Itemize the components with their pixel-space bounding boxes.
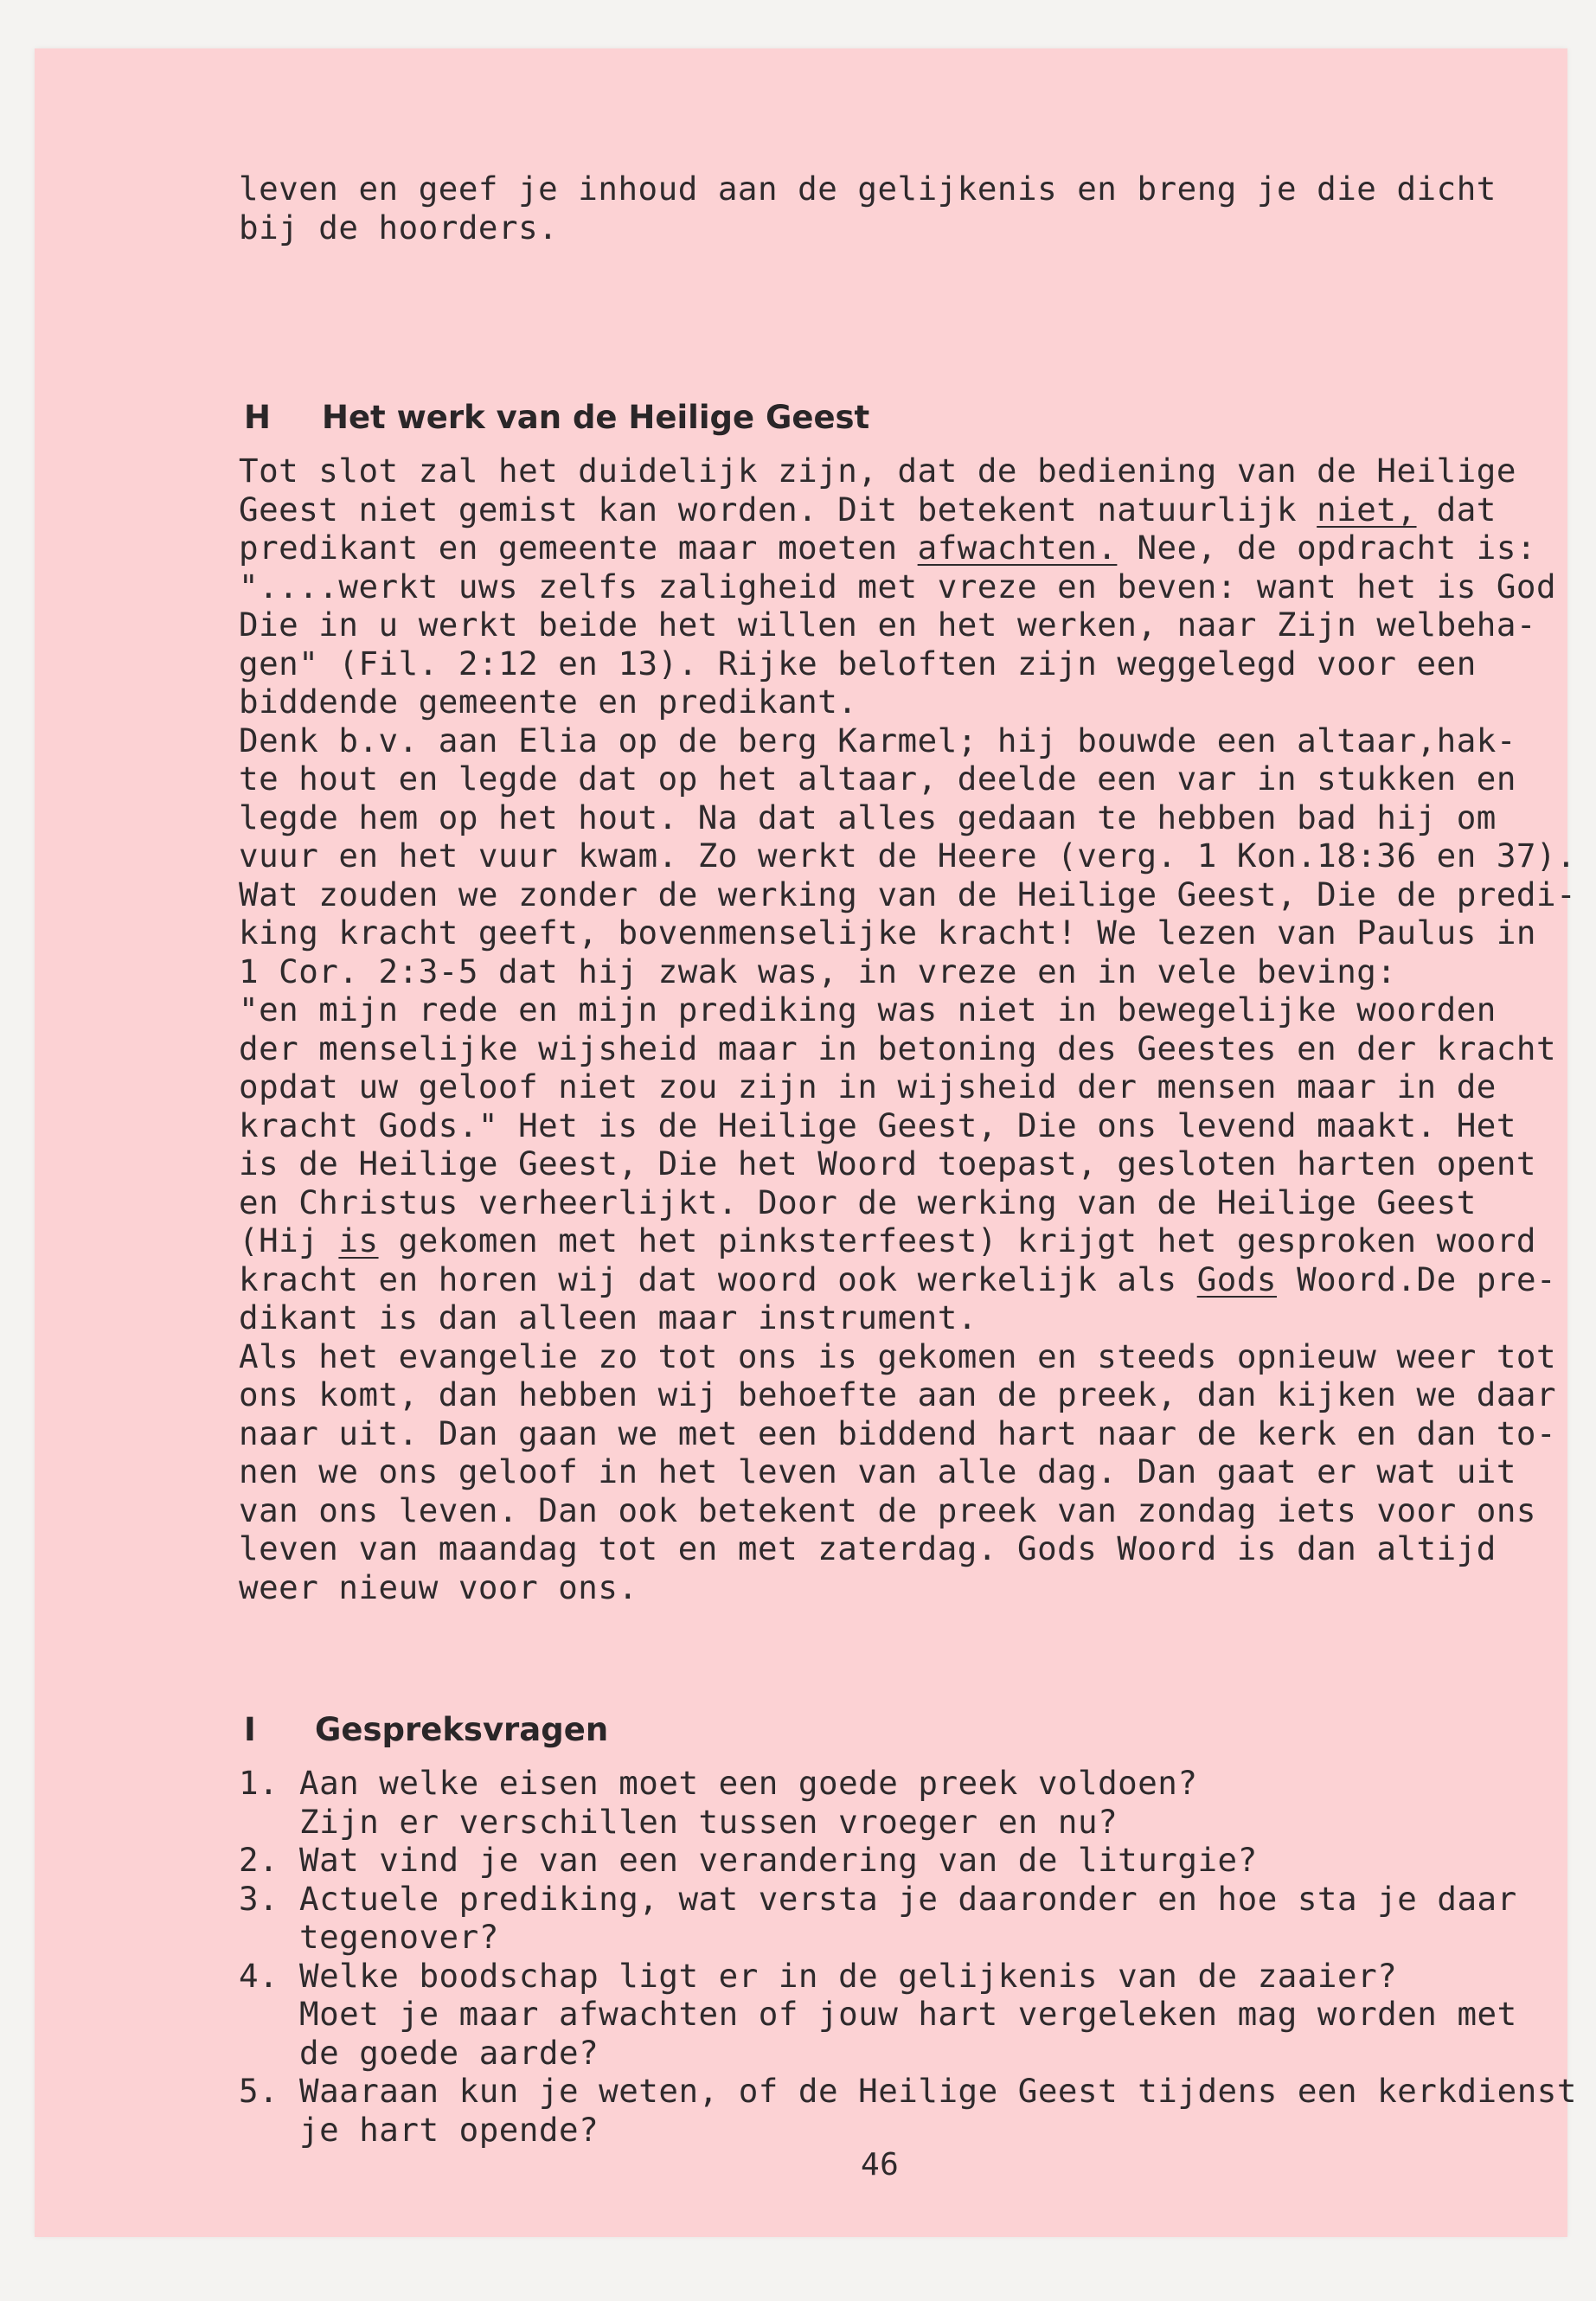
body-line: 1 Cor. 2:3-5 dat hij zwak was, in vreze en in vele beving: [239,952,1397,990]
body-line: nen we ons geloof in het leven van alle dag. Dan gaat er wat uit [239,1452,1516,1490]
body-line: vuur en het vuur kwam. Zo werkt de Heere (verg. 1 Kon.18:36 en 37). [239,836,1577,875]
body-line: Nee, de opdracht is: [1117,529,1537,567]
body-line: ons komt, dan hebben wij behoefte aan de preek, dan kijken we daar [239,1375,1557,1413]
body-line: dikant is dan alleen maar instrument. [239,1298,977,1336]
body-line: en Christus verheerlijkt. Door de werking van de Heilige Geest [239,1183,1477,1221]
section-h-heading [244,399,869,436]
list-item [239,2072,1577,2149]
section-i-heading [244,1711,608,1748]
intro-line: bij de hoorders. [239,208,559,247]
body-line: dat [1416,490,1497,529]
body-line: Woord.De pre- [1277,1259,1557,1298]
body-line: biddende gemeente en predikant. [239,683,858,721]
underlined-word: afwachten. [917,529,1118,567]
intro-line: leven en geef je inhoud aan de gelijkenis en breng je die dicht [239,170,1497,208]
question-text: Actuele prediking, wat versta je daaronder en hoe sta je daar tegenover? [299,1879,1517,1956]
question-number: 1. [239,1764,279,1802]
body-line: kracht en horen wij dat woord ook werkelijk als [239,1259,1197,1298]
body-line: "en mijn rede en mijn prediking was niet in bewegelijke woorden [239,990,1497,1029]
body-line: "....werkt uws zelfs zaligheid met vreze en beven: want het is God [239,567,1557,606]
body-line: Die in u werkt beide het willen en het werken, naar Zijn welbeha- [239,606,1536,644]
list-item [239,1764,1577,1841]
body-line: opdat uw geloof niet zou zijn in wijsheid der mensen maar in de [239,1067,1497,1106]
section-i-letter: I [244,1711,256,1748]
body-line: kracht Gods." Het is de Heilige Geest, Die ons levend maakt. Het [239,1106,1516,1144]
body-line: Geest niet gemist kan worden. Dit betekent natuurlijk [239,490,1317,529]
body-line: legde hem op het hout. Na dat alles gedaan te hebben bad hij om [239,798,1497,836]
body-line: van ons leven. Dan ook betekent de preek van zondag iets voor ons [239,1490,1536,1529]
question-text: Welke boodschap ligt er in de gelijkenis van de zaaier? Moet je maar afwachten of jouw hart vergeleken mag worden met de goede aarde? [299,1956,1517,2072]
body-line: Denk b.v. aan Elia op de berg Karmel; hij bouwde een altaar,hak- [239,721,1516,760]
question-list [239,1764,1577,2149]
question-number: 3. [239,1879,279,1918]
body-line: Tot slot zal het duidelijk zijn, dat de bediening van de Heilige [239,452,1516,490]
page-number: 46 [861,2147,900,2182]
body-line: weer nieuw voor ons. [239,1567,638,1606]
body-line: der menselijke wijsheid maar in betoning des Geestes en der kracht [239,1029,1557,1067]
question-number: 4. [239,1956,279,1995]
intro-paragraph [239,170,1497,247]
document-page [35,48,1577,2237]
list-item [239,1841,1577,1880]
section-i-title: Gespreksvragen [315,1711,609,1748]
body-line: leven van maandag tot en met zaterdag. Gods Woord is dan altijd [239,1529,1497,1567]
body-line: gen" (Fil. 2:12 en 13). Rijke beloften zijn weggelegd voor een [239,644,1477,683]
underlined-word: niet, [1317,490,1417,529]
body-line: gekomen met het pinksterfeest) krijgt het gesproken woord [378,1221,1537,1259]
body-line: (Hij [239,1221,339,1259]
body-line: Als het evangelie zo tot ons is gekomen en steeds opnieuw weer tot [239,1336,1557,1375]
question-text: Waaraan kun je weten, of de Heilige Geest tijdens een kerkdienst je hart opende? [299,2072,1577,2149]
list-item [239,1957,1577,2073]
underlined-word: Gods [1196,1259,1278,1298]
section-h-title: Het werk van de Heilige Geest [322,399,870,436]
section-h-letter: H [244,399,271,436]
body-line: king kracht geeft, bovenmenselijke kracht! We lezen van Paulus in [239,913,1536,952]
list-item [239,1880,1577,1957]
body-line: Wat zouden we zonder de werking van de Heilige Geest, Die de predi- [239,875,1577,913]
section-h-body [239,452,1576,1606]
body-line: naar uit. Dan gaan we met een biddend hart naar de kerk en dan to- [239,1413,1557,1452]
underlined-word: is [338,1221,379,1259]
question-text: Wat vind je van een verandering van de liturgie? [299,1841,1258,1879]
question-number: 5. [239,2072,279,2110]
body-line: predikant en gemeente maar moeten [239,529,918,567]
body-line: te hout en legde dat op het altaar, deelde een var in stukken en [239,760,1516,798]
question-text: Aan welke eisen moet een goede preek voldoen? Zijn er verschillen tussen vroeger en nu? [299,1764,1198,1841]
question-number: 2. [239,1841,279,1879]
body-line: is de Heilige Geest, Die het Woord toepast, gesloten harten opent [239,1144,1536,1183]
